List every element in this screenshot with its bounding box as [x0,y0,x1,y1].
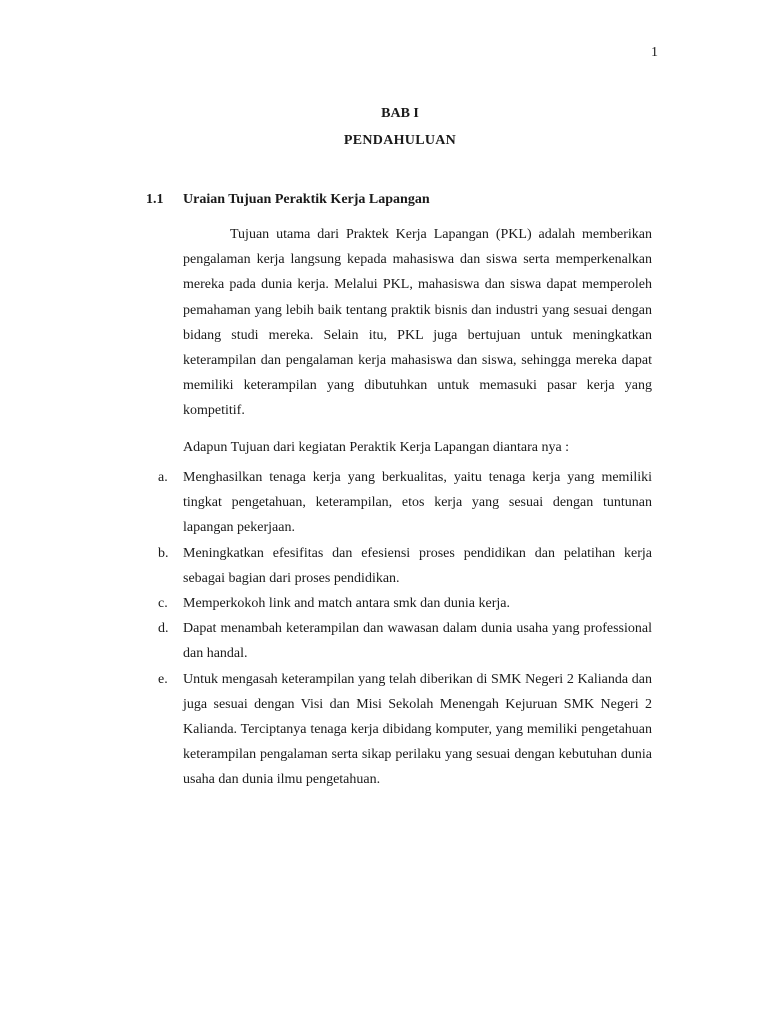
list-item [150,465,652,541]
section-heading [146,192,430,208]
section-title: Uraian Tujuan Peraktik Kerja Lapangan [183,192,430,207]
list-item-text: Meningkatkan efesifitas dan efesiensi proses pendidikan dan pelatihan kerja sebagai bagian dari proses pendidikan. [183,545,652,586]
list-item-text: Untuk mengasah keterampilan yang telah diberikan di SMK Negeri 2 Kalianda dan juga sesuai dengan Visi dan Misi Sekolah Menengah Kejuruan SMK Negeri 2 Kalianda. Terciptanya tenaga kerja dibidang komputer, yang memiliki pengetahuan keterampilan pengalaman serta sikap perilaku yang sesuai dengan kebutuhan dunia usaha dan dunia ilmu pengetahuan. [183,671,652,788]
page-number: 1 [651,45,658,60]
section-number: 1.1 [146,192,164,207]
body-paragraph: Tujuan utama dari Praktek Kerja Lapangan (PKL) adalah memberikan pengalaman kerja langsung kepada mahasiswa dan siswa serta memperkenalkan mereka pada dunia kerja. Melalui PKL, mahasiswa dan siswa dapat memperoleh pemahaman yang lebih baik tentang praktik bisnis dan industri yang sesuai dengan bidang studi mereka. Selain itu, PKL juga bertujuan untuk meningkatkan keterampilan dan pengalaman kerja mahasiswa dan siswa, sehingga mereka dapat memiliki keterampilan yang dibutuhkan untuk memasuki pasar kerja yang kompetitif. [183,227,652,419]
objectives-list [150,465,652,793]
list-item-text: Menghasilkan tenaga kerja yang berkualitas, yaitu tenaga kerja yang memiliki tingkat pengetahuan, keterampilan, etos kerja yang sesuai dengan tuntunan lapangan pekerjaan. [183,470,652,536]
list-item [150,616,652,666]
list-marker: d. [158,621,169,637]
list-item-text: Dapat menambah keterampilan dan wawasan dalam dunia usaha yang professional dan handal. [183,621,652,662]
list-intro: Adapun Tujuan dari kegiatan Peraktik Kerja Lapangan diantara nya : [183,440,570,455]
list-marker: b. [158,545,169,561]
list-marker: c. [158,596,168,612]
list-item [150,667,652,793]
chapter-title: PENDAHULUAN [343,133,457,148]
list-item-text: Memperkokoh link and match antara smk dan dunia kerja. [183,596,510,612]
list-marker: a. [158,470,168,485]
list-item [150,541,652,591]
list-marker: e. [158,671,168,687]
chapter-label: BAB I [381,106,419,121]
list-item [150,591,652,616]
